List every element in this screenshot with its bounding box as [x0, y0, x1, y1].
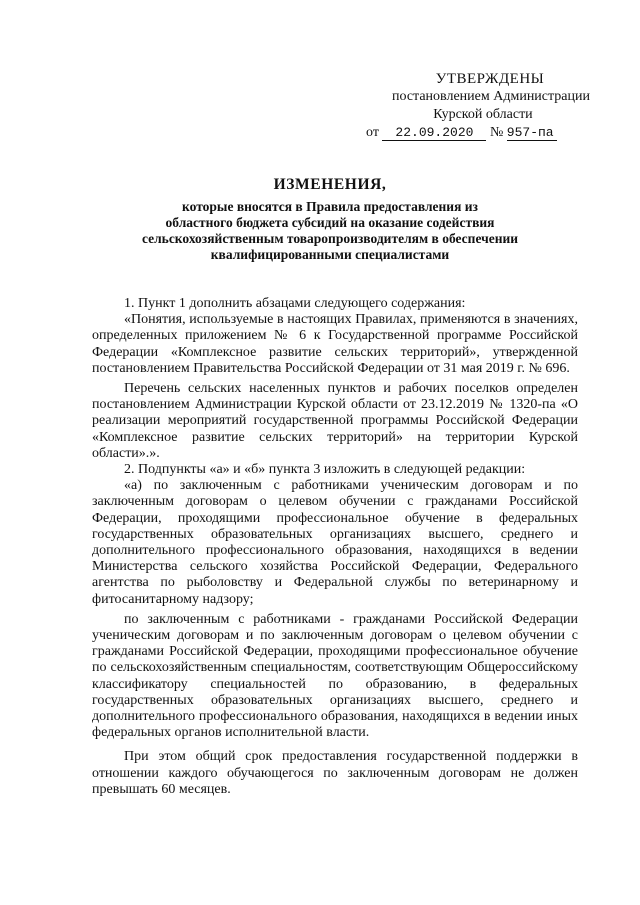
- paragraph: «а) по заключенным с работниками ученическим договорам и по заключенным договорам о целевом обучении с гражданами Российской Федерации, проходящими профессиональное обучение в федеральных государственных образовательных организациях высшего, среднего и дополнительного профессионального образования, находящихся в ведении Министерства сельского хозяйства Российской Федерации, Федерального агентства по рыболовству и Федеральной службы по ветеринарному и фитосанитарному надзору;: [92, 478, 578, 607]
- heading-title: ИЗМЕНЕНИЯ,: [273, 176, 387, 193]
- paragraph: «Понятия, используемые в настоящих Правилах, применяются в значениях, определенных приложением № 6 к Государственной программе Российской Федерации «Комплексное развитие сельских территорий», утвержденной постановлением Правительства Российской Федерации от 31 мая 2019 г. № 696.: [92, 312, 578, 376]
- approval-stamp: [360, 70, 590, 142]
- heading-subtitle-line: квалифицированными специалистами: [210, 247, 450, 262]
- paragraph: Перечень сельских населенных пунктов и рабочих поселков определен постановлением Администрации Курской области от 23.12.2019 № 1320-па «О реализации мероприятий государственной программы Российской Федерации «Комплексное развитие сельских территорий» на территории Курской области».».: [92, 381, 578, 461]
- date-prefix: от: [366, 125, 379, 140]
- approval-date: 22.09.2020: [382, 125, 486, 141]
- number-prefix: №: [489, 125, 504, 140]
- approval-line-2: Курской области: [433, 107, 533, 122]
- approval-number: 957-па: [507, 125, 557, 141]
- heading-subtitle-line: которые вносятся в Правила предоставления из: [182, 199, 478, 214]
- paragraph: по заключенным с работниками - гражданами Российской Федерации ученическим договорам и по заключенным договорам о целевом обучении с гражданами Российской Федерации, проходящими профессиональное обучение по сельскохозяйственным специальностям, соответствующим Общероссийскому классификатору специальностей по образованию, в федеральных государственных образовательных организациях высшего, среднего и дополнительного профессионального образования, находящихся в ведении иных федеральных органов исполнительной власти.: [92, 611, 578, 741]
- document-body: [92, 296, 578, 798]
- paragraph: 1. Пункт 1 дополнить абзацами следующего содержания:: [124, 296, 466, 311]
- approval-line-1: постановлением Администрации: [392, 89, 590, 104]
- approval-date-line: [360, 124, 590, 142]
- approval-title: УТВЕРЖДЕНЫ: [435, 71, 545, 87]
- paragraph: 2. Подпункты «а» и «б» пункта 3 изложить в следующей редакции:: [124, 462, 526, 478]
- paragraph: При этом общий срок предоставления государственной поддержки в отношении каждого обучающегося по заключенным договорам не должен превышать 60 месяцев.: [92, 749, 578, 797]
- document-heading: [100, 176, 560, 263]
- heading-subtitle-line: сельскохозяйственным товаропроизводителям в обеспечении: [141, 231, 519, 246]
- heading-subtitle-line: областного бюджета субсидий на оказание содействия: [165, 215, 495, 230]
